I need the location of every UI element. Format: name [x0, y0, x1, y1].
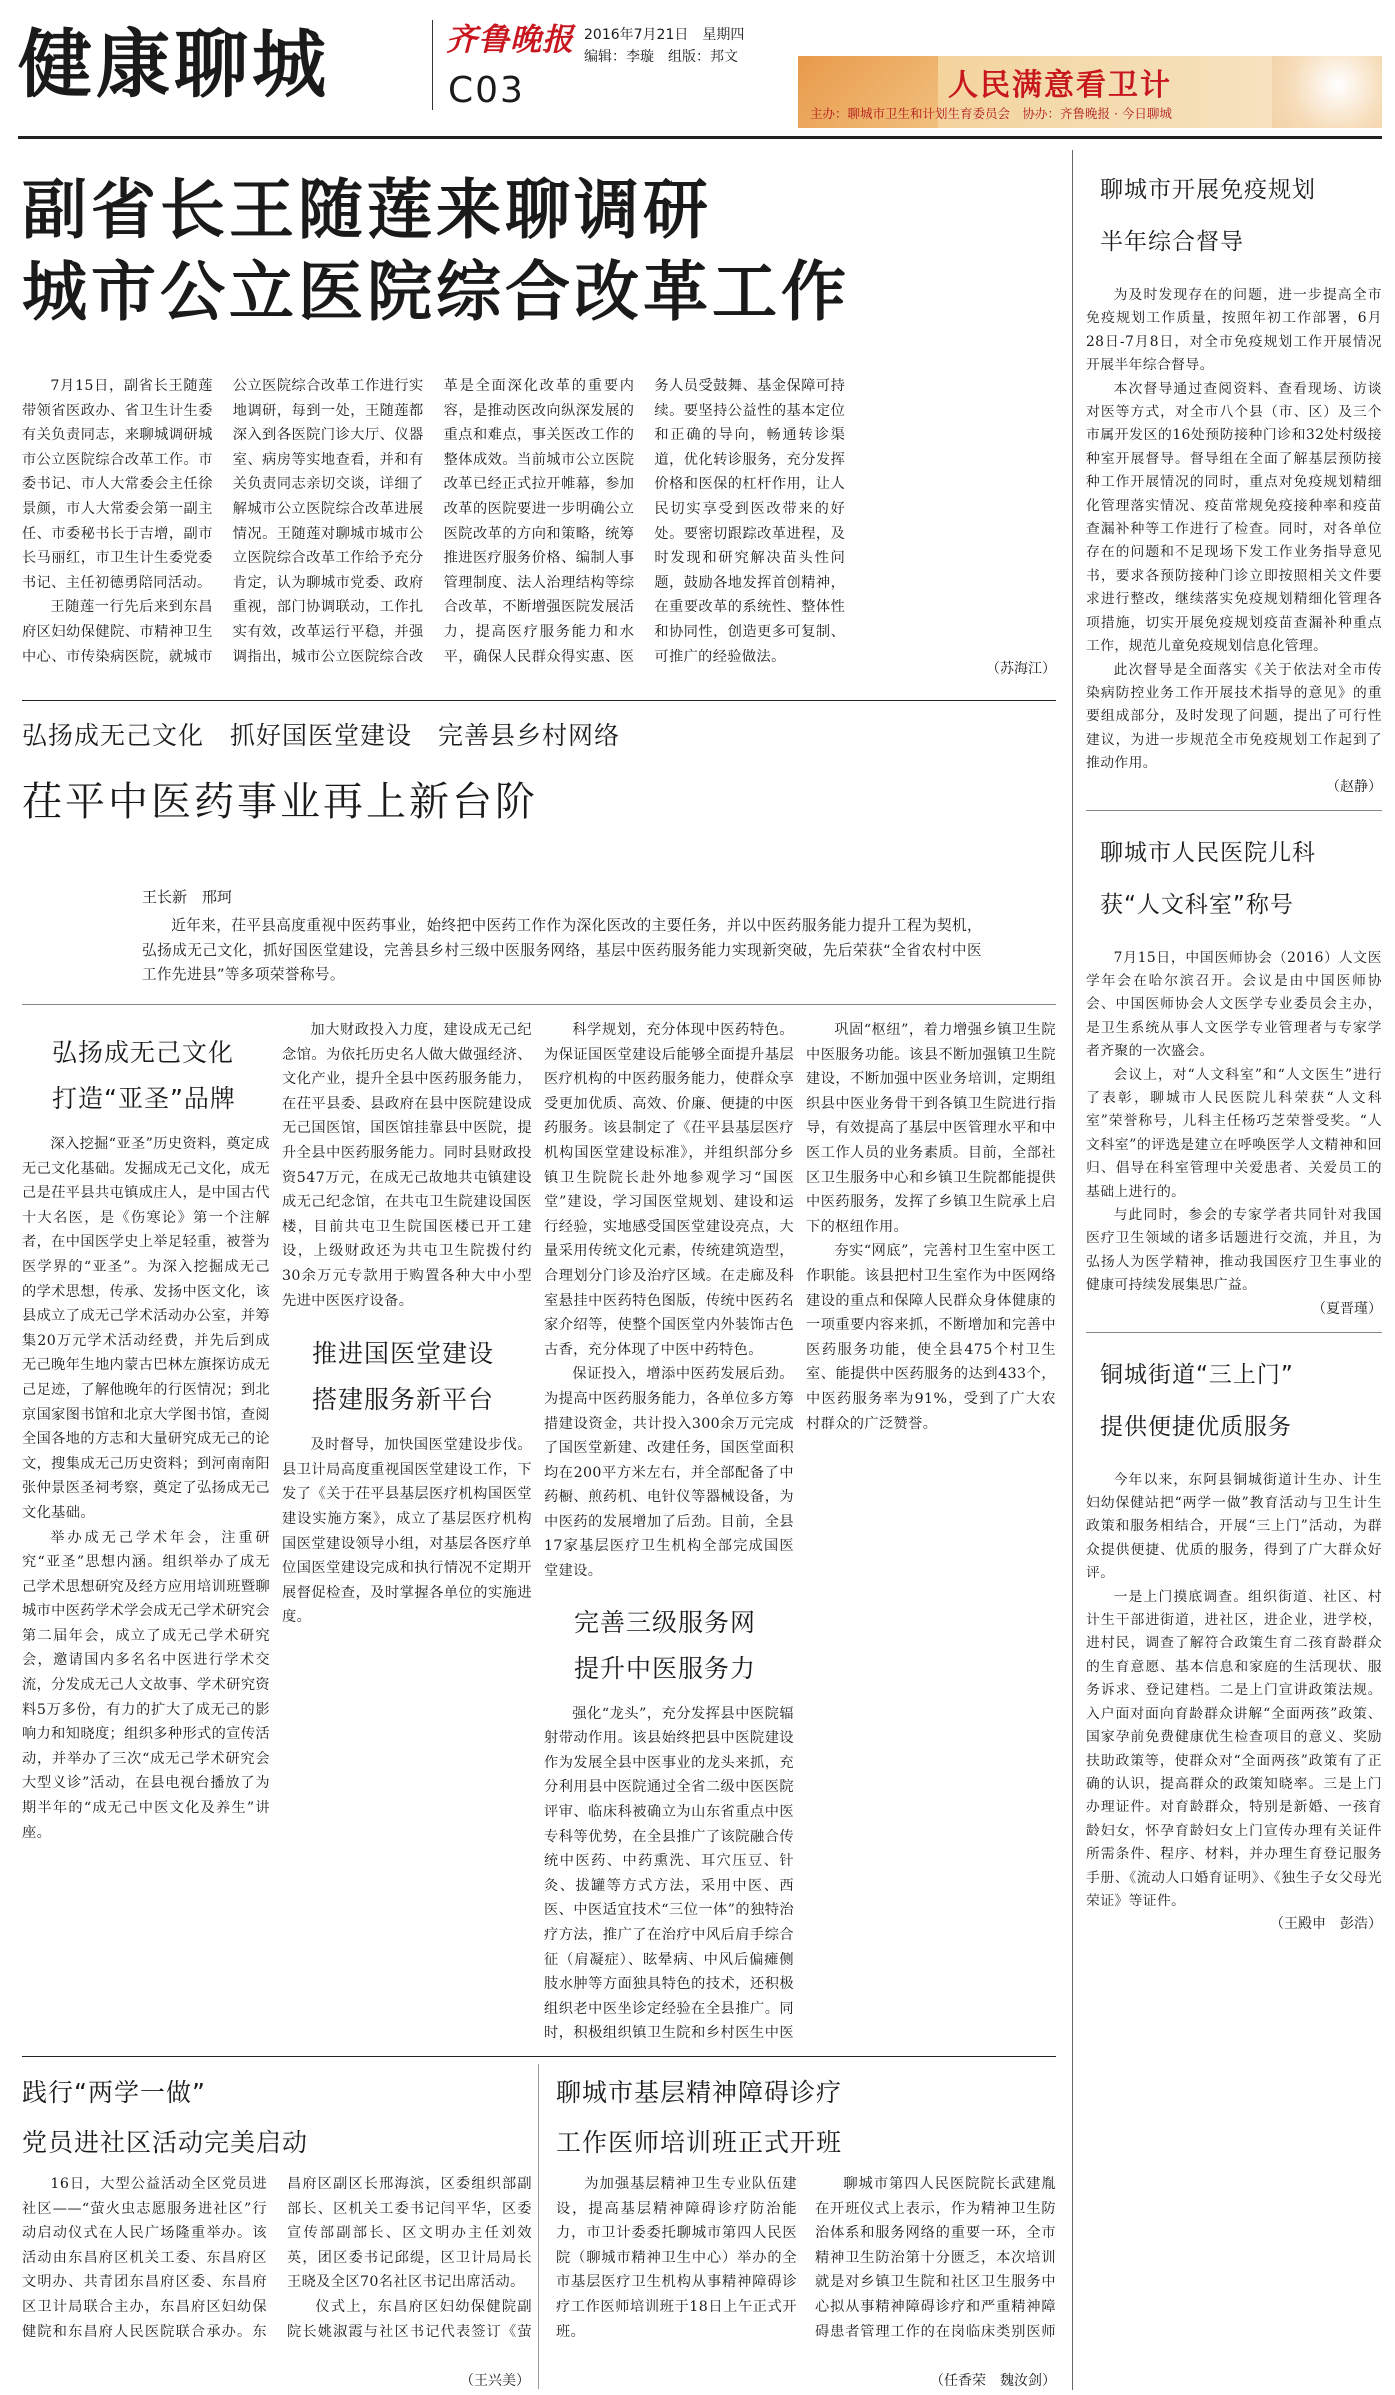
party-paragraph: 仪式上，东昌府区妇幼保健院副院长姚淑霞与社区书记代表签订《萤	[287, 2298, 532, 2340]
tong-heading-a: 铜城街道“三上门”	[1100, 1361, 1294, 1388]
ped-heading-b: 获“人文科室”称号	[1100, 891, 1294, 918]
ped-paragraph: 会议上，对“人文科室”和“人文医生”进行了表彰，聊城市人民医院儿科荣获“人文科室”荣誉称号，儿科主任杨巧芝荣誉受奖。“人文科室”的评选是建立在呼唤医学人文精神和回归、倡导在科室管理中关爱患者、关爱员工的基础上进行的。	[1086, 1066, 1382, 1200]
masthead-divider	[432, 20, 433, 110]
mental-paragraph: 聊城市第四人民医院院长武建胤在开班仪式上表示，作为精神卫生防治体系和服务网络的重要一环，全市精神卫生防治第十分匮乏，本次培训就是对乡镇卫生院和社区卫生服务中心拟从事精神障碍诊疗和严重精神障碍患者管理工作的在岗临床类别医师	[815, 2176, 1056, 2340]
sec2-heading-a: 推进国医堂建设	[312, 1339, 495, 1369]
tong-paragraph: 今年以来，东阿县铜城街道计生办、计生妇幼保健站把“两学一做”教育活动与卫生计生政策和服务相结合，开展“三上门”活动，为群众提供便捷、优质的服务，得到了广大群众好评。	[1086, 1471, 1382, 1582]
lead-headline-line1: 副省长王随莲来聊调研	[22, 173, 713, 248]
ped-heading	[1100, 827, 1382, 931]
section-title: 健康聊城	[18, 22, 330, 108]
lead-byline: （苏海江）	[986, 661, 1056, 677]
banner-decoration	[1272, 56, 1382, 128]
tcm-paragraph: 举办成无己学术年会，注重研究“亚圣”思想内涵。组织举办了成无己学术思想研究及经方应用培训班暨聊城市中医药学术学会成无己学术研究会第二届年会，成立了成无己学术研究会，邀请国内多名名中医进行学术交流，分发成无己人文故事、学术研究资料5万多份，有力的扩大了成无己的影响力和知晓度；组织多种形式的宣传活动，并举办了三次“成无己学术研究会大型义诊”活动，在县电视台播放了为期半年的“成无己中医文化及养生”讲座。	[22, 1529, 270, 1841]
vacc-paragraph: 为及时发现存在的问题，进一步提高全市免疫规划工作质量，按照年初工作部署，6月28日-7月8日，对全市免疫规划工作开展情况开展半年综合督导。	[1086, 287, 1382, 374]
tcm-body-6	[806, 1018, 1056, 1436]
tcm-paragraph: 保证投入，增添中医药发展后劲。为提高中医药服务能力，各单位多方筹措建设资金，共计投入300余万元完成了国医堂新建、改建任务，国医堂面积均在200平方米左右，并全部配备了中药橱、煎药机、电针仪等器械设备，为中医药的发展增加了后劲。目前，全县17家基层医疗卫生机构全部完成国医堂建设。	[544, 1366, 794, 1580]
tcm-intro-text: 近年来，茌平县高度重视中医药事业，始终把中医药工作作为深化医改的主要任务，并以中医药服务能力提升工程为契机，弘扬成无己文化，抓好国医堂建设，完善县乡村三级中医服务网络，基层中医药服务能力实现新突破，先后荣获“全省农村中医工作先进县”等多项荣誉称号。	[142, 917, 982, 984]
masthead-rule	[18, 136, 1382, 139]
tong-byline: （王殿申 彭浩）	[1270, 1916, 1382, 1933]
tcm-body-3	[282, 1433, 532, 1630]
mental-headline	[556, 2068, 842, 2168]
tcm-body-5	[544, 1702, 794, 2048]
lead-headline-line2: 城市公立医院综合改革工作	[22, 255, 851, 330]
party-headline-line1: 践行“两学一做”	[22, 2078, 206, 2107]
masthead	[0, 0, 1395, 130]
vacc-paragraph: 本次督导通过查阅资料、查看现场、访谈对医等方式，对全市八个县（市、区）及三个市属开发区的16处预防接种门诊和32处村级接种室开展督导。督导组在全面了解基层预防接种工作开展情况的同时，重点对免疫规划精细化管理落实情况、疫苗常规免疫接种率和疫苗查漏补种等工作进行了检查。同时，对各单位存在的问题和不足现场下发工作业务指导意见书，要求各预防接种门诊立即按照相关文件要求进行整改，继续落实免疫规划精细化管理各项措施，切实开展免疫规划疫苗查漏补种重点工作，规范儿童免疫规划信息化管理。	[1086, 380, 1382, 655]
sec3-heading-b: 提升中医服务力	[574, 1653, 757, 1683]
ped-paragraph: 7月15日，中国医师协会（2016）人文医学年会在哈尔滨召开。会议是由中国医师协会、中国医师协会人文医学专业委员会主办，是卫生系统从事人文医学专业管理者与专家学者齐聚的一次盛会。	[1086, 949, 1382, 1060]
mental-headline-line1: 聊城市基层精神障碍诊疗	[556, 2078, 843, 2107]
mental-body	[556, 2172, 1056, 2368]
mental-byline: （任香荣 魏汝剑）	[930, 2373, 1056, 2389]
paper-logo: 齐鲁晚报	[446, 22, 574, 58]
lead-rule	[22, 700, 1056, 701]
banner	[798, 56, 1382, 128]
ped-byline: （夏晋瑾）	[1312, 1300, 1382, 1317]
bottom-divider	[538, 2064, 539, 2389]
lead-paragraph: 王随莲一行先后来到东昌府区妇幼保健院、市精神卫生中心、市传染病医院，就城市公立医院综合改革工作进行实地调研，每到一处，王随莲都深入到各医院门诊大厅、仪器室、病房等实地查看，并和有关负责同志亲切交谈，详细了解城市公立医院综合改革进展情况。王随莲对聊城市城市公立医院综合改革工作给予充分肯定，认为聊城市党委、政府重视，部门协调联动，工作扎实有效，改革运行平稳，并强调指出，城市公立医院综合改革是全面深化改革的重要内容，是推动医改向纵深发展的重点和难点，事关医改工作的整体成效。当前城市公立医院改革已经正式拉开帷幕，参加改革的医院要进一步明确公立医院改革的方向和策略，统筹推进医疗服务价格、编制人事管理制度、法人治理结构等综合改革，不断增强医院发展活力，提高医疗服务能力和水平，确保人民群众得实惠、医务人员受鼓舞、基金保障可持续。要坚持公益性的基本定位和正确的导向，畅通转诊渠道，优化转诊服务，充分发挥价格和医保的杠杆作用，让人民切实享受到医改带来的好处。要密切跟踪改革进程，及时发现和研究解决苗头性问题，鼓励各地发挥首创精神，在重要改革的系统性、整体性和协同性，创造更多可复制、可推广的经验做法。	[22, 378, 846, 665]
mental-headline-line2: 工作医师培训班正式开班	[556, 2128, 843, 2157]
vacc-heading-b: 半年综合督导	[1100, 229, 1244, 255]
tcm-col-3	[544, 1018, 794, 2048]
tcm-bottom-rule	[22, 2056, 1056, 2057]
ped-body	[1086, 947, 1382, 1298]
lead-body	[22, 374, 1056, 686]
sec1-heading	[52, 1030, 270, 1122]
tcm-intro	[142, 914, 982, 988]
party-body	[22, 2172, 532, 2368]
ped-heading-a: 聊城市人民医院儿科	[1100, 839, 1316, 866]
party-paragraph: 16日，大型公益活动全区党员进社区——“萤火虫志愿服务进社区”行动启动仪式在人民广场隆重举办。该活动由东昌府区机关工委、东昌府区文明办、共青团东昌府区委、东昌府区卫计局联合主办，东昌府区妇幼保健院和东昌府人民医院联合承办。东昌府区副区长邢海滨，区委组织部副部长、区机关工委书记闫平华，区委宣传部副部长、区文明办主任刘效英，团区委书记邱缇，区卫计局局长王晓及全区70名社区书记出席活动。	[22, 2176, 532, 2340]
tcm-body-4	[544, 1018, 794, 1584]
tong-paragraph: 一是上门摸底调查。组织街道、社区、村计生干部进街道，进社区，进企业，进学校，进村民，调查了解符合政策生育二孩育龄群众的生育意愿、基本信息和家庭的生活现状、服务诉求、登记建档。二是上门宣讲政策法规。入户面对面向育龄群众讲解“全面两孩”政策、国家孕前免费健康优生检查项目的意义、奖励扶助政策等，使群众对“全面两孩”政策有了正确的认识，提高群众的政策知晓率。三是上门办理证件。对育龄群众，特别是新婚、一孩育龄妇女，怀孕育龄妇女上门宣传办理有关证件所需条件、程序、材料，并办理生育登记服务手册、《流动人口婚育证明》、《独生子女父母光荣证》等证件。	[1086, 1588, 1382, 1909]
sec3-heading-a: 完善三级服务网	[574, 1607, 757, 1637]
sec3-heading	[574, 1600, 794, 1692]
right-column	[1086, 150, 1382, 2390]
tcm-headline: 茌平中医药事业再上新台阶	[22, 779, 538, 825]
vacc-paragraph: 此次督导是全面落实《关于依法对全市传染病防控业务工作开展技术指导的意见》的重要组成部分，及时发现了问题，提出了可行性建议，为进一步规范全市免疫规划工作起到了推动作用。	[1086, 661, 1382, 772]
tong-heading-b: 提供便捷优质服务	[1100, 1413, 1292, 1440]
ped-paragraph: 与此同时，参会的专家学者共同针对我国医疗卫生领域的诸多话题进行交流，并且，为弘扬人为医学精神，推动我国医疗卫生事业的健康可持续发展集思广益。	[1086, 1207, 1382, 1294]
tcm-body-2	[282, 1018, 532, 1313]
page-code: C03	[448, 70, 525, 111]
tcm-col-1	[22, 1018, 270, 2048]
ped-rule	[1086, 1332, 1382, 1333]
date-line: 2016年7月21日 星期四	[584, 27, 745, 43]
party-byline: （王兴美）	[460, 2373, 530, 2389]
sec1-heading-b: 打造“亚圣”品牌	[52, 1084, 236, 1113]
tcm-paragraph: 深入挖掘“亚圣”历史资料，奠定成无己文化基础。发掘成无己文化，成无己是茌平县共屯镇成庄人，是中国古代十大名医，是《伤寒论》第一个注解者，在中国医学史上举足轻重，被誉为医学界的“亚圣”。为深入挖掘成无己的学术思想，传承、发扬中医文化，该县成立了成无己学术活动办公室，并筹集20万元学术活动经费，并先后到成无己晚年生地内蒙古巴林左旗探访成无己足迹，了解他晚年的行医情况；到北京国家图书馆和北京大学图书馆，查阅全国各地的方志和大量研究成无己的论文，搜集成无己历史资料；到河南南阳张仲景医圣祠考察，奠定了弘扬成无己文化基础。	[22, 1136, 270, 1521]
banner-headline: 人民满意看卫计	[948, 68, 1172, 103]
party-headline-line2: 党员进社区活动完美启动	[22, 2128, 309, 2157]
tcm-body-1	[22, 1132, 270, 1845]
sec2-heading-b: 搭建服务新平台	[312, 1385, 495, 1415]
banner-sponsor: 主办：聊城市卫生和计划生育委员会 协办：齐鲁晚报 · 今日聊城	[810, 106, 1172, 121]
party-headline	[22, 2068, 308, 2168]
tcm-paragraph: 科学规划，充分体现中医药特色。为保证国医堂建设后能够全面提升基层医疗机构的中医药服务能力，使群众享受更加优质、高效、价廉、便捷的中医药服务。该县制定了《茌平县基层医疗机构国医堂建设标准》，并组织部分乡镇卫生院院长赴外地参观学习“国医堂”建设，学习国医堂规划、建设和运行经验，实地感受国医堂建设亮点，大量采用传统文化元素，传统建筑造型，合理划分门诊及治疗区域。在走廊及科室悬挂中医药特色图版，传统中医药名家介绍等，使整个国医堂内外装饰古色古香，充分体现了中医中药特色。	[544, 1022, 794, 1358]
vacc-heading-a: 聊城市开展免疫规划	[1100, 177, 1316, 203]
tcm-col-2	[282, 1018, 532, 2048]
tcm-col-4	[806, 1018, 1056, 2048]
tong-body	[1086, 1469, 1382, 1914]
tcm-paragraph: 加大财政投入力度，建设成无己纪念馆。为依托历史名人做大做强经济、文化产业，提升全县中医药服务能力，在茌平县委、县政府在县中医院建设成无己国医馆，国医馆挂靠县中医院，提升全县中医药服务能力。同时县财政投资547万元，在成无己故地共屯镇建设成无己纪念馆，在共屯卫生院建设国医楼，目前共屯卫生院国医楼已开工建设，上级财政还为共屯卫生院拨付约30余万元专款用于购置各种大中小型先进中医医疗设备。	[282, 1022, 532, 1309]
lead-paragraph: 7月15日，副省长王随莲带领省医政办、省卫生计生委有关负责同志，来聊城调研城市公立医院综合改革工作。市委书记、市人大常委会主任徐景颜，市人大常委会第一副主任、市委秘书长于吉增，副市长马丽红，市卫生计生委党委书记、主任初德勇陪同活动。	[22, 378, 213, 591]
sec2-heading	[312, 1331, 532, 1423]
tcm-paragraph: 及时督导，加快国医堂建设步伐。县卫计局高度重视国医堂建设工作，下发了《关于茌平县基层医疗机构国医堂建设实施方案》，成立了基层医疗机构国医堂建设领导小组，对基层各医疗单位国医堂建设完成和执行情况不定期开展督促检查，及时掌握各单位的实施进度。	[282, 1437, 532, 1626]
right-column-divider	[1072, 150, 1073, 2390]
tcm-paragraph: 夯实“网底”，完善村卫生室中医工作职能。该县把村卫生室作为中医网络建设的重点和保障人民群众身体健康的一项重要内容来抓，不断增加和完善中医药服务功能，使全县475个村卫生室、能提供中医药服务的达到433个，中医药服务率为91%，受到了广大农村群众的广泛赞誉。	[806, 1243, 1056, 1432]
vacc-byline: （赵静）	[1326, 778, 1382, 795]
vacc-heading	[1100, 164, 1382, 268]
lead-headline	[22, 170, 850, 334]
tong-heading	[1100, 1349, 1382, 1453]
editors-line: 编辑：李璇 组版：邦文	[584, 49, 738, 65]
tcm-intro-rule	[22, 1004, 1056, 1005]
tcm-paragraph: 强化“龙头”，充分发挥县中医院辐射带动作用。该县始终把县中医院建设作为发展全县中医事业的龙头来抓，充分利用县中医院通过全省二级中医医院评审、临床科被确立为山东省重点中医专科等优势，在全县推广了该院融合传统中医药、中药熏洗、耳穴压豆、针灸、拔罐等方式方法，采用中医、西医、中医适宜技术“三位一体”的独特治疗方法，推广了在治疗中风后肩手综合征（肩凝症）、眩晕病、中风后偏瘫侧肢水肿等方面独具特色的技术，还积极组织老中医坐诊定经验在全县推广。同时，积极组织镇卫生院和乡村医生中医	[544, 1705, 794, 2042]
sec1-heading-a: 弘扬成无己文化	[52, 1038, 235, 1067]
mental-paragraph: 为加强基层精神卫生专业队伍建设，提高基层精神障碍诊疗防治能力，市卫计委委托聊城市第四人民医院（聊城市精神卫生中心）举办的全市基层医疗卫生机构从事精神障碍诊疗工作医师培训班于18日上午正式开班。	[556, 2176, 797, 2340]
tcm-authors: 王长新 邢珂	[142, 888, 233, 906]
vacc-body	[1086, 284, 1382, 776]
tcm-paragraph: 巩固“枢纽”，着力增强乡镇卫生院中医服务功能。该县不断加强镇卫生院建设，不断加强中医业务培训，定期组织县中医业务骨干到各镇卫生院进行指导，有效提高了基层中医管理水平和中医工作人员的业务素质。目前，全部社区卫生服务中心和乡镇卫生院都能提供中医药服务，发挥了乡镇卫生院承上启下的枢纽作用。	[806, 1022, 1056, 1235]
vacc-rule	[1086, 810, 1382, 811]
tcm-kicker: 弘扬成无己文化 抓好国医堂建设 完善县乡村网络	[22, 721, 621, 750]
